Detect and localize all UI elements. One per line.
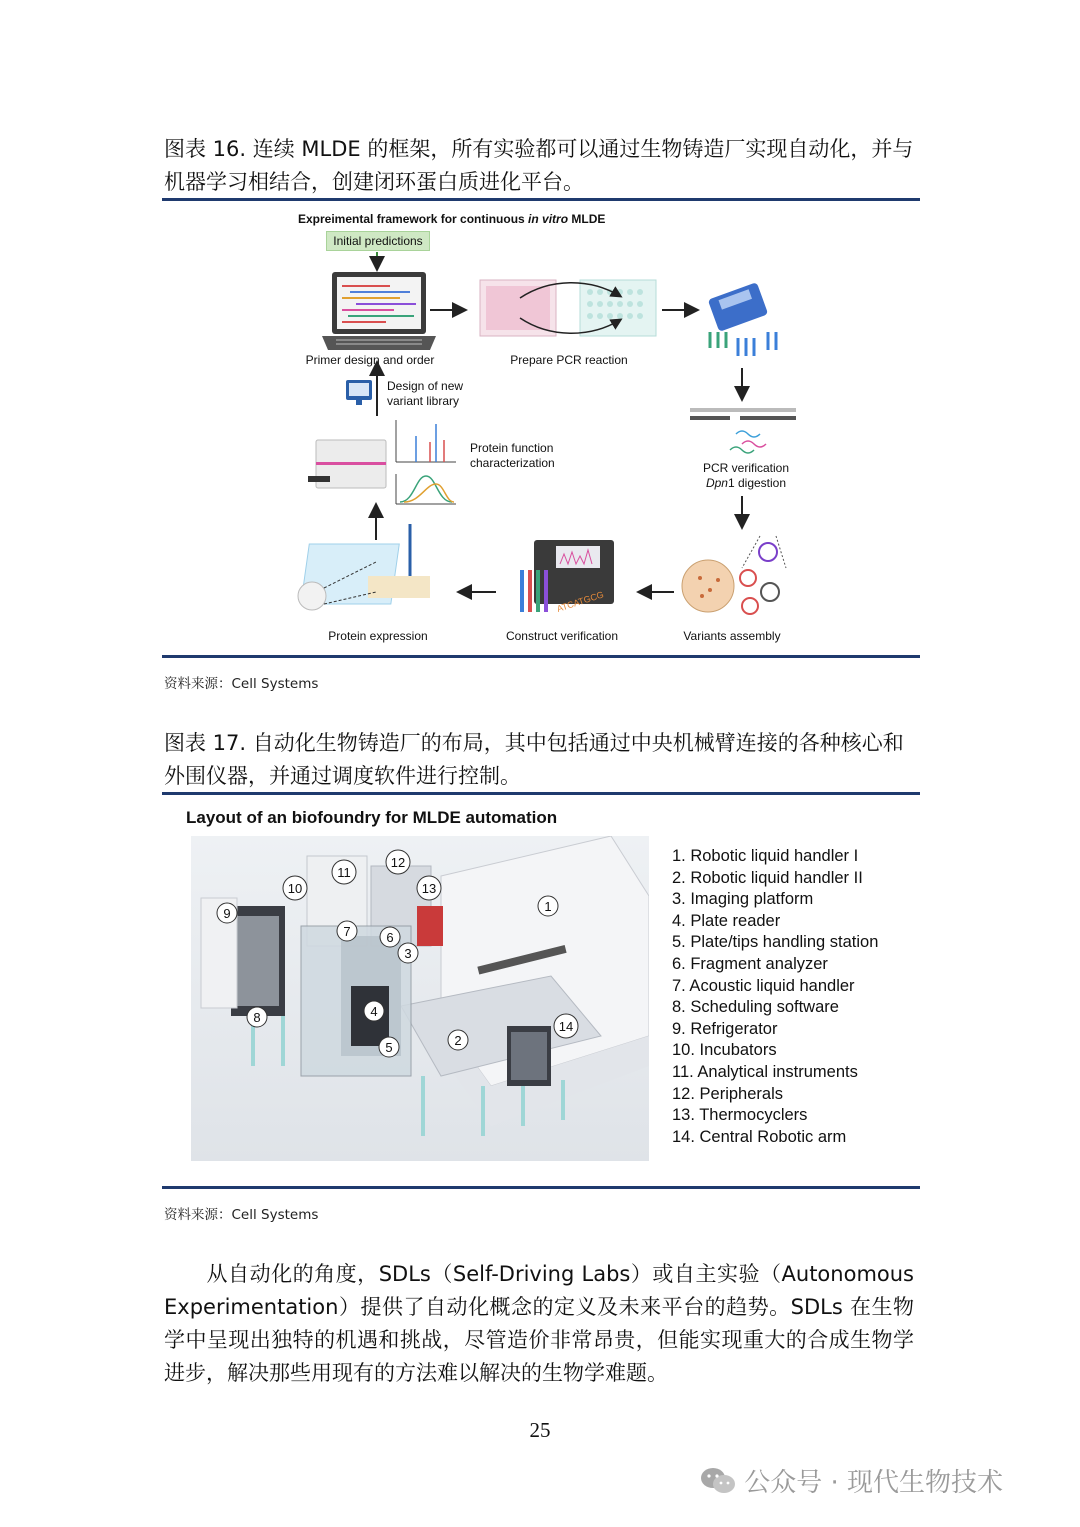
legend-item: 1. Robotic liquid handler I	[672, 847, 859, 865]
body-paragraph: 从自动化的角度，SDLs（Self-Driving Labs）或自主实验（Autonomous Experimentation）提供了自动化概念的定义及未来平台的趋势。SDLs 在生物学中呈现出独特的机遇和挑战，尽管造价非常昂贵，但能实现重大的合成生物学进步，解决那些用现有的方法难以解决的生物学难题。	[164, 1262, 914, 1385]
figure17-caption: 图表 17. 自动化生物铸造厂的布局，其中包括通过中央机械臂连接的各种核心和外围仪器，并通过调度软件进行控制。	[164, 731, 904, 788]
svg-text:3: 3	[404, 946, 412, 961]
svg-text:4: 4	[370, 1004, 378, 1019]
figure16-title: Expreimental framework for continuous in vitro MLDE	[298, 212, 606, 226]
pcr-plates-icon	[480, 280, 656, 336]
marker-8	[247, 1007, 267, 1027]
wechat-watermark: 公众号 · 现代生物技术	[700, 1462, 1003, 1499]
chromatogram-icon	[396, 420, 456, 504]
legend-item: 12. Peripherals	[672, 1084, 783, 1103]
biofoundry-layout-render	[191, 836, 649, 1161]
figure16-caption: 图表 16. 连续 MLDE 的框架，所有实验都可以通过生物铸造厂实现自动化，并与机器学习相结合，创建闭环蛋白质进化平台。	[164, 137, 914, 194]
legend-item: 3. Imaging platform	[672, 890, 814, 909]
marker-1	[538, 896, 558, 916]
legend-item: 14. Central Robotic arm	[672, 1127, 847, 1146]
legend-item: 5. Plate/tips handling station	[672, 933, 879, 952]
figure17-legend	[672, 846, 912, 1148]
wechat-icon	[700, 1467, 736, 1495]
svg-text:10: 10	[287, 881, 303, 896]
svg-text:8: 8	[253, 1010, 261, 1025]
svg-text:12: 12	[390, 855, 406, 870]
svg-text:11: 11	[337, 865, 351, 880]
legend-item: 10. Incubators	[672, 1041, 777, 1060]
marker-14	[554, 1014, 578, 1038]
marker-12	[386, 850, 410, 874]
monitor-icon	[346, 380, 372, 405]
svg-text:1: 1	[544, 899, 552, 914]
label-variants-assembly: Variants assembly	[683, 629, 781, 643]
figure16-top-rule	[162, 198, 920, 201]
svg-text:9: 9	[223, 906, 231, 921]
thermocycler-icon	[708, 282, 776, 356]
label-prepare-pcr: Prepare PCR reaction	[510, 353, 628, 367]
label-pcr-verification: PCR verification	[702, 461, 790, 475]
marker-7	[337, 921, 357, 941]
figure17-title: Layout of an biofoundry for MLDE automation	[186, 808, 558, 827]
figure16-source: 资料来源：Cell Systems	[164, 676, 319, 692]
legend-item: 7. Acoustic liquid handler	[672, 976, 855, 995]
svg-text:14: 14	[558, 1019, 574, 1034]
initial-predictions-label: Initial predictions	[333, 234, 423, 248]
svg-text:13: 13	[421, 881, 437, 896]
legend-item: 6. Fragment analyzer	[672, 954, 828, 973]
figure17-source: 资料来源：Cell Systems	[164, 1207, 319, 1223]
variants-assembly-icon	[682, 536, 786, 614]
marker-5	[379, 1037, 399, 1057]
marker-3	[398, 943, 418, 963]
label-design-new-library: Design of new variant library	[387, 379, 464, 408]
figure17-bottom-rule	[162, 1186, 920, 1189]
marker-6	[380, 927, 400, 947]
label-construct-verification: Construct verification	[505, 629, 619, 643]
label-dpn1-digestion: Dpn1 digestion	[705, 476, 787, 490]
gel-icon	[690, 408, 796, 453]
marker-9	[217, 903, 237, 923]
svg-text:2: 2	[454, 1033, 462, 1048]
dna-sequence-text: ATCATGCG	[555, 589, 605, 614]
page-number: 25	[529, 1418, 551, 1442]
legend-item: 8. Scheduling software	[672, 998, 839, 1017]
label-protein-expression: Protein expression	[328, 629, 428, 643]
legend-item: 13. Thermocyclers	[672, 1106, 808, 1125]
plate-reader-icon	[308, 440, 386, 488]
figure16-bottom-rule	[162, 655, 920, 658]
legend-item: 4. Plate reader	[672, 911, 781, 930]
legend-item: 11. Analytical instruments	[672, 1062, 858, 1081]
protein-expression-icon	[298, 524, 430, 610]
svg-text:6: 6	[386, 930, 394, 945]
legend-item: 9. Refrigerator	[672, 1019, 778, 1038]
legend-item: 2. Robotic liquid handler II	[672, 868, 863, 887]
marker-2	[448, 1030, 468, 1050]
marker-10	[283, 876, 307, 900]
laptop-icon	[322, 272, 436, 350]
marker-11	[332, 860, 356, 884]
marker-13	[417, 876, 441, 900]
svg-text:5: 5	[385, 1040, 393, 1055]
sequencer-icon	[522, 540, 614, 614]
marker-4	[364, 1001, 384, 1021]
figure17-top-rule	[162, 792, 920, 795]
label-protein-function: Protein function characterization	[470, 441, 555, 470]
label-primer-design: Primer design and order	[305, 353, 435, 367]
svg-text:7: 7	[343, 924, 351, 939]
mlde-workflow-diagram	[290, 240, 830, 660]
